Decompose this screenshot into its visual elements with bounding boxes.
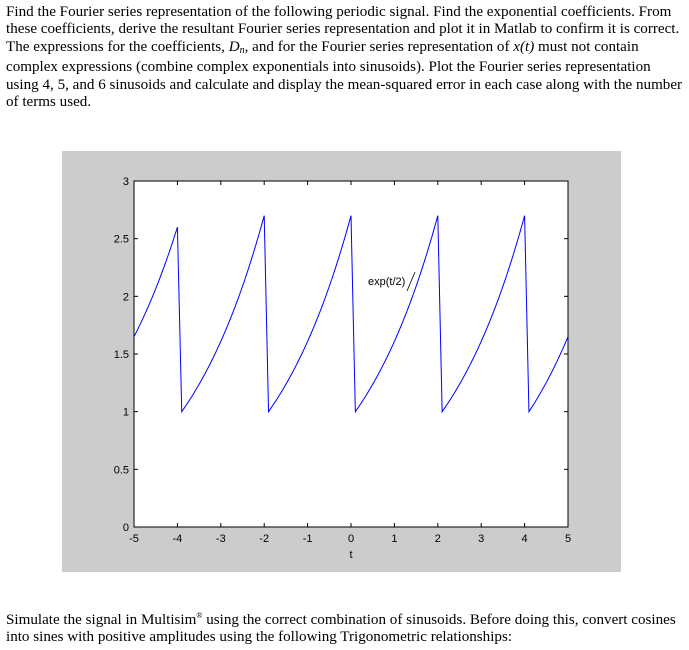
simulation-instructions	[6, 607, 686, 647]
sim-text-2: using the correct combination of sinusoids. Before doing this, convert cosines into sines with positive amplitudes using the following Trigonometric relationships:	[6, 612, 676, 646]
y-tick-label: 2	[122, 291, 129, 304]
x-tick-label: -1	[302, 533, 313, 545]
problem-text-1: Find the Fourier series representation of the following periodic signal. Find the exponential coefficients. From these coefficients, derive the resultant Fourier series representation and plot it in Matlab to confirm it is correct. The expressions for the coefficients,	[6, 4, 680, 55]
sim-text-1: Simulate the signal in Multisim	[6, 612, 197, 628]
y-tick-label: 0	[122, 522, 129, 534]
x-tick-label: 1	[391, 533, 398, 545]
x-tick-label: 0	[347, 533, 355, 545]
curve-annotation: exp(t/2)	[368, 276, 406, 288]
x-tick-label: -5	[129, 533, 139, 545]
x-axis-label: t	[349, 549, 353, 561]
dn-subscript: n	[239, 44, 245, 56]
x-tick-label: 2	[434, 533, 441, 545]
problem-text-3: must not contain complex expressions (combine complex exponentials into sinusoids). Plot the Fourier series representation using 4, 5, and 6 sinusoids and calculate and display the mean-squared error in each case along with the number of terms used.	[6, 38, 683, 111]
dn-symbol	[229, 39, 245, 55]
x-tick-label: -3	[215, 533, 226, 545]
y-tick-label: 1.5	[113, 349, 129, 361]
y-tick-label: 1	[122, 406, 129, 419]
plot-svg	[62, 151, 621, 572]
x-tick-label: 5	[564, 533, 572, 545]
x-tick-label: 3	[478, 533, 485, 545]
registered-mark: ®	[196, 611, 203, 620]
problem-text-2: , and for the Fourier series representation of	[244, 38, 514, 55]
xt-symbol: x(t)	[513, 38, 535, 55]
dn-base: D	[228, 38, 240, 55]
x-tick-label: -4	[172, 533, 183, 545]
y-tick-label: 2.5	[113, 233, 129, 246]
problem-statement	[6, 4, 686, 111]
x-tick-label: -2	[259, 533, 270, 545]
matlab-figure	[62, 151, 621, 572]
y-tick-label: 3	[122, 176, 129, 188]
y-tick-label: 0.5	[113, 464, 129, 477]
x-tick-label: 4	[521, 533, 528, 545]
